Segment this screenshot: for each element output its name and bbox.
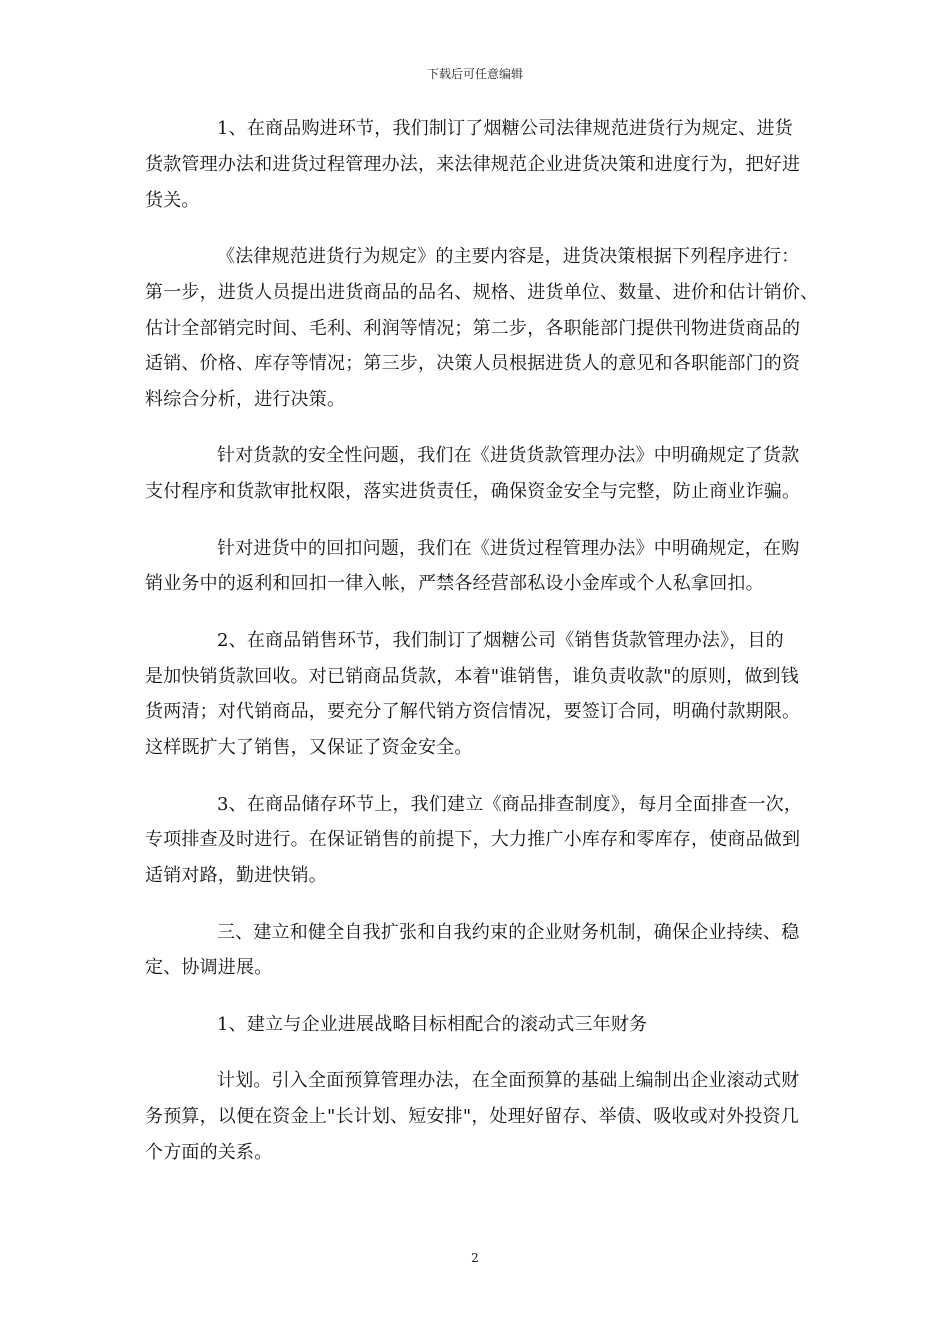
text-line: 货款管理办法和进货过程管理办法，来法律规范企业进货决策和进度行为，把好进	[145, 154, 801, 175]
text-line: 货两清；对代销商品，要充分了解代销方资信情况，要签订合同，明确付款期限。	[145, 701, 801, 722]
text-line: 支付程序和货款审批权限，落实进货责任，确保资金安全与完整，防止商业诈骗。	[145, 481, 801, 502]
text-line: 计划。引入全面预算管理办法，在全面预算的基础上编制出企业滚动式财	[217, 1070, 800, 1091]
text-line: 针对进货中的回扣问题，我们在《进货过程管理办法》中明确规定，在购	[217, 538, 800, 559]
text-line: 专项排查及时进行。在保证销售的前提下，大力推广小库存和零库存，使商品做到	[145, 829, 801, 850]
text-line: 《法律规范进货行为规定》的主要内容是，进货决策根据下列程序进行：	[217, 246, 800, 267]
text-line: 针对货款的安全性问题，我们在《进货货款管理办法》中明确规定了货款	[217, 445, 800, 466]
text-line: 估计全部销完时间、毛利、利润等情况；第二步，各职能部门提供刊物进货商品的	[145, 318, 801, 339]
text-line: 2、在商品销售环节，我们制订了烟糖公司《销售货款管理办法》，目的	[217, 630, 784, 651]
text-line: 这样既扩大了销售，又保证了资金安全。	[145, 737, 473, 758]
text-line: 1、在商品购进环节，我们制订了烟糖公司法律规范进货行为规定、进货	[217, 118, 793, 139]
text-line: 是加快销货款回收。对已销商品货款，本着"谁销售，谁负责收款"的原则，做到钱	[145, 666, 799, 687]
text-line: 适销、价格、库存等情况；第三步，决策人员根据进货人的意见和各职能部门的资	[145, 353, 801, 374]
text-line: 1、建立与企业进展战略目标相配合的滚动式三年财务	[217, 1014, 648, 1035]
text-line: 个方面的关系。	[145, 1142, 273, 1163]
text-line: 3、在商品储存环节上，我们建立《商品排查制度》，每月全面排查一次，	[217, 794, 803, 815]
text-line: 适销对路，勤进快销。	[145, 865, 327, 886]
text-line: 销业务中的返利和回扣一律入帐，严禁各经营部私设小金库或个人私拿回扣。	[145, 573, 764, 594]
text-line: 务预算，以便在资金上"长计划、短安排"，处理好留存、举债、吸收或对外投资几	[145, 1106, 799, 1127]
text-line: 货关。	[145, 190, 200, 211]
text-line: 三、建立和健全自我扩张和自我约束的企业财务机制，确保企业持续、稳	[217, 922, 800, 943]
page-header: 下载后可任意编辑	[426, 67, 523, 81]
page-number: 2	[471, 1251, 479, 1265]
text-line: 定、协调进展。	[145, 957, 273, 978]
text-line: 料综合分析，进行决策。	[145, 389, 346, 410]
text-line: 第一步，进货人员提出进货商品的品名、规格、进货单位、数量、进价和估计销价、	[145, 282, 819, 303]
